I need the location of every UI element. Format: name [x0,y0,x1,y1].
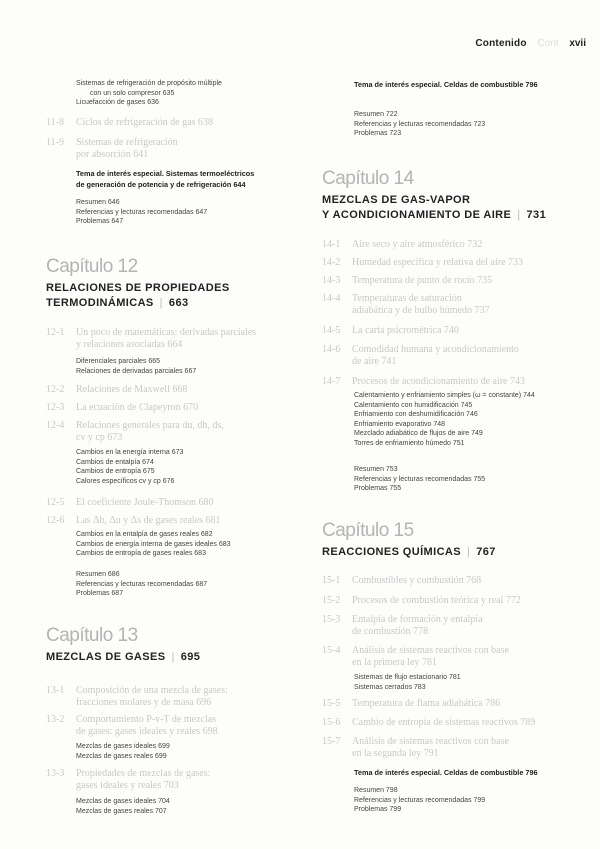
section-title: Composición de una mezcla de gases: [76,685,228,696]
toc-section-14-2 [322,257,592,269]
toc-subitem: Relaciones de derivadas parciales 667 [76,367,197,375]
toc-section-14-7 [322,376,592,388]
chapter-title: REACCIONES QUÍMICAS [322,546,461,558]
separator-bar: | [467,546,471,558]
toc-section-11-9 [46,137,308,161]
section-title-cont: en la segunda ley 791 [352,748,439,759]
toc-section-12-6 [46,515,308,527]
chapter-15-end-matter [322,786,592,815]
chapter-page: 695 [180,651,201,663]
chapter-label: Capítulo 13 [46,625,138,646]
section-title: Análisis de sistemas reactivos con base [352,736,509,747]
toc-subitem: Diferenciales parciales 665 [76,358,161,365]
problems-item: Problemas 755 [354,485,402,492]
section-number: 15-4 [322,645,341,656]
special-topic-line: de generación de potencia y de refrigeración 644 [76,179,246,189]
references-item: Referencias y lecturas recomendadas 799 [354,796,486,804]
toc-section-12-5 [46,497,308,509]
section-title-cont: de combustión 778 [352,626,429,637]
toc-subitem: Sistemas cerrados 783 [354,683,426,691]
section-title-cont: de gases: gases ideales y reales 698 [76,726,218,737]
toc-section-14-3 [322,275,592,287]
section-title: Temperaturas de saturación [352,293,462,304]
section-title-cont: de aire 741 [352,356,397,367]
chapter-13-end-matter [322,110,592,139]
section-title: Relaciones de Maxwell 668 [76,384,188,395]
separator-bar: | [159,297,163,309]
section-title: Propiedades de mezclas de gases: [76,768,211,779]
section-number: 13-2 [46,714,65,725]
summary-item: Resumen 722 [354,111,398,118]
section-number: 15-3 [322,614,341,625]
toc-subitems-12-6 [46,530,308,559]
section-number: 14-7 [322,376,341,387]
toc-subitems-12-1 [46,357,308,376]
toc-section-14-4 [322,293,592,317]
toc-subitem: Mezclas de gases ideales 704 [76,798,170,805]
section-number: 14-1 [322,239,341,250]
section-title: Procesos de combustión teórica y real 772 [352,595,521,606]
section-number: 15-2 [322,595,341,606]
problems-item: Problemas 799 [354,806,402,813]
toc-subitems-13-2 [46,742,308,761]
problems-item: Problemas 687 [76,590,124,597]
section-title-cont: gases ideales y reales 703 [76,780,179,791]
section-number: 11-9 [46,137,64,148]
toc-section-15-1 [322,575,592,587]
toc-subitem: Calores específicos cv y cp 676 [76,477,175,485]
section-number: 12-4 [46,420,65,431]
section-title-cont: y relaciones asociadas 664 [76,339,183,350]
section-number: 13-1 [46,685,65,696]
references-item: Referencias y lecturas recomendadas 755 [354,475,486,483]
section-number: 14-2 [322,257,341,268]
section-number: 15-6 [322,717,341,728]
chapter-label: Capítulo 12 [46,256,138,277]
toc-subitem: Torres de enfriamiento húmedo 751 [354,439,465,447]
toc-section-15-4 [322,645,592,669]
section-number: 14-6 [322,344,341,355]
chapter-14-heading [322,168,592,223]
toc-section-15-5 [322,698,592,710]
section-title: Comodidad humana y acondicionamiento [352,344,519,355]
toc-subitem: Sistemas de flujo estacionario 781 [354,674,461,681]
chapter-13-heading [46,625,308,665]
section-number: 15-7 [322,736,341,747]
toc-subitem: Mezclas de gases ideales 699 [76,743,170,750]
chapter-title-cont: TERMODINÁMICAS [46,297,154,309]
special-topic-line: Tema de interés especial. Celdas de combustible 796 [354,768,538,777]
chapter-title-cont: Y ACONDICIONAMIENTO DE AIRE [322,209,512,221]
section-number: 11-8 [46,117,64,128]
header-section: Contenido [475,38,527,49]
toc-section-15-2 [322,595,592,607]
chapter-11-end-matter [46,198,308,227]
section-number: 15-5 [322,698,341,709]
toc-section-15-7 [322,736,592,760]
page-number: xvii [569,38,586,49]
toc-section-12-3 [46,402,308,414]
toc-subitem: Calentamiento con humidificación 745 [354,401,473,409]
separator-bar: | [517,209,521,221]
special-topic-15 [322,768,592,779]
toc-subitems-13-3 [46,797,308,816]
toc-subitem: Mezclado adiabático de flujos de aire 749 [354,430,483,437]
running-header [475,38,586,49]
section-number: 15-1 [322,575,341,586]
toc-subitem: Cambios en la energía interna 673 [76,449,184,456]
summary-item: Resumen 646 [76,199,120,206]
toc-section-15-3 [322,614,592,638]
toc-subitems-12-4 [46,448,308,486]
section-title: Procesos de acondicionamiento de aire 743 [352,376,525,387]
references-item: Referencias y lecturas recomendadas 723 [354,120,486,128]
section-title: El coeficiente Joule-Thomson 680 [76,497,214,508]
section-number: 13-3 [46,768,65,779]
toc-subitem: Cambios de entropía 675 [76,468,155,475]
chapter-page: 767 [476,546,496,558]
section-title: Combustibles y combustión 768 [352,575,482,586]
section-title: Las Δh, Δu y Δs de gases reales 681 [76,515,221,526]
section-number: 12-3 [46,402,65,413]
toc-subitem: Calentamiento y enfriamiento simples (ω = constante) 744 [354,392,535,399]
chapter-label: Capítulo 15 [322,520,414,541]
section-title-cont: por absorción 641 [76,149,149,160]
toc-subitem: Cambios de entropía de gases reales 683 [76,550,206,557]
toc-subitem: Cambios de entalpía 674 [76,458,154,466]
problems-item: Problemas 647 [76,218,124,225]
section-number: 14-5 [322,325,341,336]
toc-section-12-4 [46,420,308,444]
toc-section-11-8 [46,117,308,129]
chapter-12-heading [46,256,308,311]
summary-item: Resumen 798 [354,787,398,794]
toc-subitem: Sistemas de refrigeración de propósito múltiple [76,80,222,87]
toc-section-13-3 [46,768,308,792]
section-title: Análisis de sistemas reactivos con base [352,645,509,656]
toc-section-14-6 [322,344,592,368]
toc-subitems-14-7 [322,391,592,448]
chapter-title: MEZCLAS DE GAS-VAPOR [322,194,471,206]
section-title: Comportamiento P-v-T de mezclas [76,714,217,725]
section-number: 14-4 [322,293,341,304]
section-title: Temperatura de punto de rocío 735 [352,275,493,286]
toc-section-14-5 [322,325,592,337]
section-title-cont: cv y cp 673 [76,432,123,443]
toc-section-14-1 [322,239,592,251]
references-item: Referencias y lecturas recomendadas 687 [76,580,208,588]
section-number: 14-3 [322,275,341,286]
header-ghost-text: Cont [537,38,559,49]
chapter-title: MEZCLAS DE GASES [46,651,166,663]
section-number: 12-6 [46,515,65,526]
toc-subitem: Enfriamiento evaporativo 748 [354,420,446,428]
section-title: Un poco de matemáticas: derivadas parciales [76,327,257,338]
section-title-cont: fracciones molares y de masa 696 [76,697,212,708]
separator-bar: | [171,651,175,663]
section-title: La carta psicrométrica 740 [352,325,459,336]
toc-subitems-15-4 [322,673,592,692]
chapter-12-end-matter [46,570,308,599]
section-number: 12-1 [46,327,65,338]
toc-subitem: Licuefacción de gases 636 [76,99,159,106]
problems-item: Problemas 723 [354,130,402,137]
toc-section-13-1 [46,685,308,709]
references-item: Referencias y lecturas recomendadas 647 [76,208,208,216]
special-topic-13 [322,80,592,91]
chapter-page: 731 [526,209,547,221]
section-number: 12-2 [46,384,65,395]
toc-block-11-tail [46,79,308,108]
special-topic-line: Tema de interés especial. Celdas de combustible 796 [354,80,538,89]
section-title-cont: en la primera ley 781 [352,657,437,668]
summary-item: Resumen 686 [76,571,120,578]
toc-subitem: Mezclas de gases reales 699 [76,752,167,760]
toc-section-13-2 [46,714,308,738]
toc-section-15-6 [322,717,592,729]
section-title: Relaciones generales para du, dh, ds, [76,420,224,431]
chapter-15-heading [322,520,592,560]
toc-subitem: Cambios de energía interna de gases ideales 683 [76,540,231,548]
section-title: Temperatura de flama adiabática 786 [352,698,501,709]
section-title: La ecuación de Clapeyron 670 [76,402,199,413]
chapter-title: RELACIONES DE PROPIEDADES [46,282,230,294]
section-title: Aire seco y aire atmosférico 732 [352,239,483,250]
toc-subitem: Enfriamiento con deshumidificación 746 [354,411,478,418]
chapter-14-end-matter [322,465,592,494]
section-number: 12-5 [46,497,65,508]
summary-item: Resumen 753 [354,466,398,473]
toc-subitem: Cambios en la entalpía de gases reales 682 [76,531,213,538]
special-topic-line: Tema de interés especial. Sistemas termoeléctricos [76,169,255,178]
section-title-cont: adiabática y de bulbo húmedo 737 [352,305,490,316]
toc-section-12-2 [46,384,308,396]
toc-subitem: con un solo compresor 635 [90,89,175,97]
toc-subitem: Mezclas de gases reales 707 [76,807,167,815]
special-topic-11 [46,169,308,190]
section-title: Ciclos de refrigeración de gas 638 [76,117,213,128]
chapter-label: Capítulo 14 [322,168,414,189]
section-title: Cambio de entropía de sistemas reactivos 789 [352,717,536,728]
chapter-page: 663 [168,297,189,309]
section-title: Entalpía de formación y entalpía [352,614,483,625]
section-title: Sistemas de refrigeración [76,137,178,148]
toc-section-12-1 [46,327,308,351]
section-title: Humedad específica y relativa del aire 733 [352,257,524,268]
